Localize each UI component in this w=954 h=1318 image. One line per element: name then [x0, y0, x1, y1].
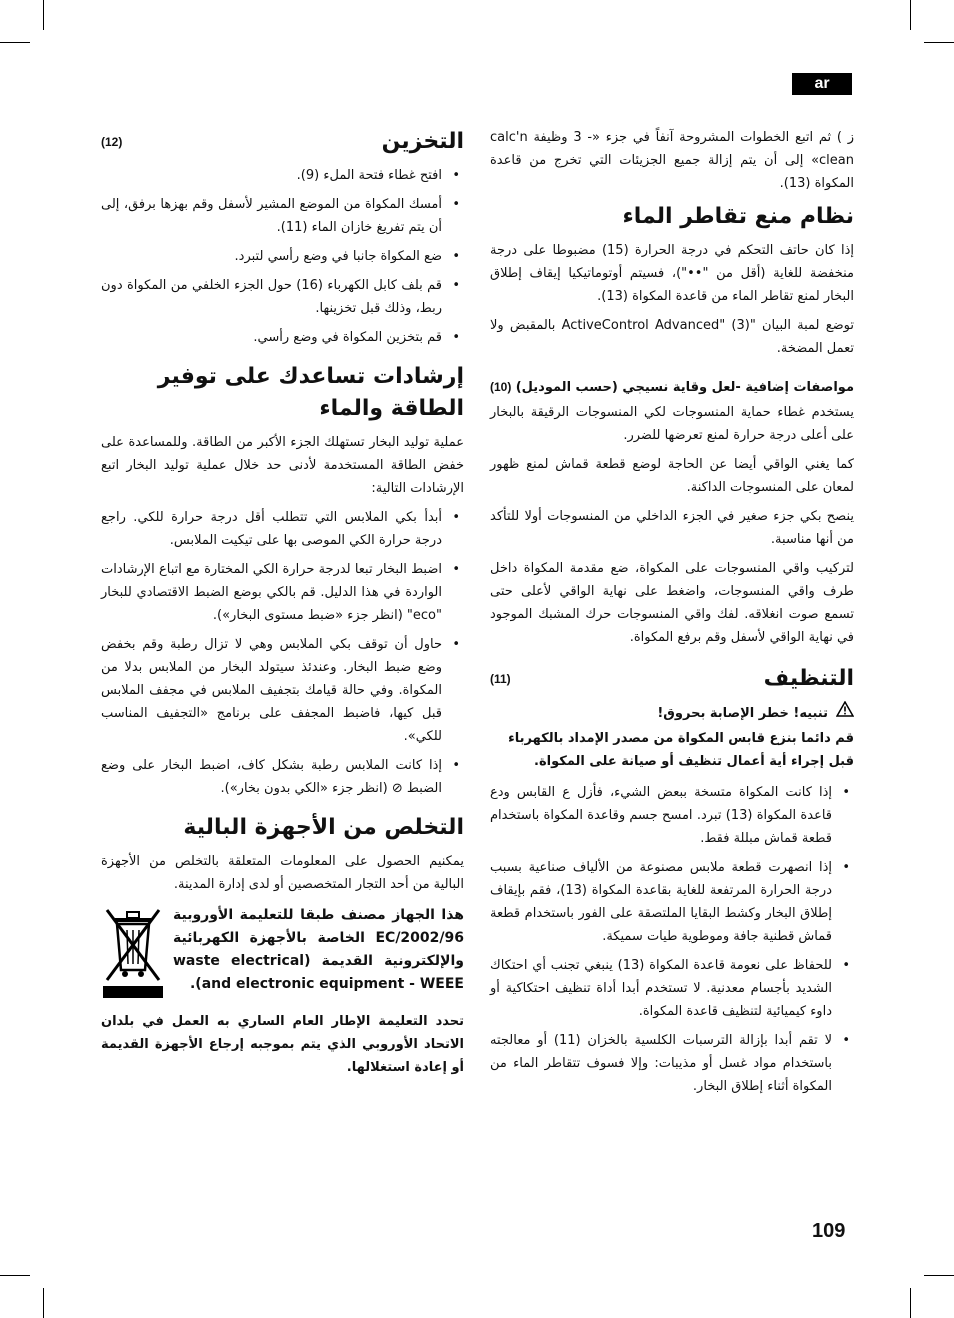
crop-mark	[910, 0, 911, 30]
accessories-title: مواصفات إضافية -لعل وقاية نسيجي (حسب الموديل)	[515, 380, 854, 395]
water-system-p1: إذا كان حاتف التحكم في درجة الحرارة (15) مضبوطا على درجة منخفضة للغاية (أقل من "••")، فسيتم أوتوماتيكيا إيقاف إطلاق البخار لمنع تقاطر الماء من قاعدة المكواة (13).	[490, 243, 854, 304]
accessories-ref: (10)	[490, 380, 512, 394]
list-item: • ضع المكواة جانبا في وضع رأسي لتبرد.	[101, 245, 464, 268]
cleaning-heading	[490, 663, 854, 695]
crop-mark	[924, 1275, 954, 1276]
energy-heading	[101, 361, 464, 425]
disposal-intro: يمكنيم الحصول على المعلومات المتعلقة بالتخلص من الأجهزة البالية من أحد التجار المتخصصين أو لدى إدارة المدينة.	[101, 854, 464, 892]
list-item: • حاول أن توقف بكي الملابس وهي لا تزال رطبة وقم بخفض وضع ضبط البخار. وعندئذ سيتولد البخار من الملابس بدلا من المكواة. وفي حالة قيامك بتجفيف الملابس في مجفف الملابس قبل كيها، فاضبط المجفف على برنامج «التجفيف المناسب للكي».	[101, 633, 464, 748]
list-item: • إذا انصهرت قطعة ملابس مصنوعة من الألياف صناعية بسبب درجة الحرارة المرتفعة للغاية بقاعدة المكواة (13)، فقم بإيقاف إطلاق البخار وكشط البقايا الملتصقة على الفور باستخدام قطعة قماش قطنية جافة وموطوية طيات سميكة.	[490, 856, 854, 948]
language-tab: ar	[792, 73, 852, 95]
cleaning-note: قم دائما بنزع قابس المكواة من مصدر الإمداد بالكهرباء قبل إجراء أية أعمال تنظيف أو صيانة على المكواة.	[508, 731, 854, 769]
crop-mark	[910, 1288, 911, 1318]
list-item: • للحفاظ على نعومة قاعدة المكواة (13) ينبغي تجنب أي احتكاك الشديد بأجسام معدنية. لا تستخدم أبدا أداة تنظيف احتكاكية أو داوء كيميائية لتنظيف قاعدة المكواة.	[490, 954, 854, 1023]
warning-text: تنبيه! خطر الإصابة بحروق!	[657, 705, 828, 721]
energy-title: إرشادات تساعدك على توفير الطاقة والماء	[157, 364, 464, 421]
cleaning-title: التنظيف	[763, 666, 854, 691]
storage-list	[101, 164, 464, 349]
intro-item: ز ) ثم اتبع الخطوات المشروحة آنفاً في جزء «- 3 وظيفة calc'n clean» إلى أن يتم إزالة جميع الجزيئات التي تخرج من قاعدة المكواة (13).	[490, 130, 855, 191]
crop-mark	[43, 1288, 44, 1318]
list-item: • قم بتخزين المكواة في وضع رأسي.	[101, 326, 464, 349]
crossed-bin-icon	[101, 904, 165, 1008]
disposal-title: التخلص من الأجهزة البالية	[183, 815, 464, 840]
cleaning-ref: (11)	[490, 672, 511, 686]
left-column	[101, 126, 464, 1079]
list-item: • قم بلف كابل الكهرباء (16) حول الجزء الخلفي من المكواة دون ربط، وذلك قبل تخزينها.	[101, 274, 464, 320]
list-item: • أبدأ بكي الملابس التي تتطلب أقل درجة حرارة للكي. راجع درجة حرارة الكي الموصى بها على تيكيت الملابس.	[101, 506, 464, 552]
accessories-p2: كما يغني الواقي أيضا عن الحاجة لوضع قطعة قماش لمنع ظهور لمعان على المنسوجات الداكنة.	[490, 457, 854, 495]
crop-mark	[924, 42, 954, 43]
crop-mark	[0, 1275, 30, 1276]
page-number: 109	[812, 1220, 846, 1242]
list-item: • إذا كانت المكواة متسخة ببعض الشيء، فأزل ع القابس ودع قاعدة المكواة (13) تبرد. امسح جسم وقاعدة المكواة باستخدام قطعة قماش مبللة فقط.	[490, 781, 854, 850]
accessories-heading	[490, 376, 854, 399]
right-column	[490, 126, 854, 1104]
weee-directive-note: تحدد التعليمة الإطار العام الساري به العمل في بلدان الاتحاد الأوروبي الذي يتم بموجبه إرجاع الأجهزة القديمة أو إعادة استغلالها.	[101, 1014, 464, 1075]
energy-list	[101, 506, 464, 800]
weee-block	[101, 904, 464, 1008]
list-item: • افتح غطاء فتحة الملء (9).	[101, 164, 464, 187]
water-system-title: نظام منع تقاطر الماء	[622, 204, 854, 229]
accessories-p4: لتركيب واقي المنسوجات على المكواة، ضع مقدمة المكواة داخل طرف واقي المنسوجات، واضغط على نهاية الواقي لأعلى حتى تسمع صوت انغلاقه. لفك واقي المنسوجات حرك المشبك الموجود في نهاية الواقي لأسفل وقم برفع المكواة.	[490, 561, 854, 645]
list-item: • لا تقم أبدا بإزالة الترسبات الكلسية بالخزان (11) أو معالجته باستخدام مواد غسل أو مذيبات: وإلا فسوف تتقاطر الماء من المكواة أثناء إطلاق البخار.	[490, 1029, 854, 1098]
water-system-heading	[490, 201, 854, 233]
weee-text: هذا الجهاز مصنف طبقا للتعليمة الأوروبية EC/2002/96 الخاصة بالأجهزة الكهربائية والإلكترونية القديمة (waste electrical and electronic equipment - WEEE).	[173, 907, 464, 992]
accessories-p3: ينصح بكي جزء صغير في الجزء الداخلي من المنسوجات أولا للتأكد من أنها مناسبة.	[490, 509, 854, 547]
crop-mark	[0, 42, 30, 43]
accessories-p1: يستخدم غطاء حماية المنسوجات لكي المنسوجات الرقيقة بالبخار على أعلى درجة حرارة لمنع تعرضها للضرر.	[490, 405, 854, 443]
water-system-p2: توضع لمبة البيان "ActiveControl Advanced" (3) بالمقبض ولا تعمل المضخة.	[490, 318, 855, 356]
cleaning-list	[490, 781, 854, 1098]
storage-title: التخزين	[381, 129, 464, 154]
warning-triangle-icon	[836, 701, 854, 725]
storage-ref: (12)	[101, 135, 123, 149]
list-item: • اضبط البخار تبعا لدرجة حرارة الكي المختارة مع اتباع الإرشادات الواردة في هذا الدليل. قم بالكي بوضع الضبط الاقتصادي للبخار "eco" (انظر جزء «ضبط مستوى البخار»).	[101, 558, 464, 627]
list-item: • أمسك المكواة من الموضع المشير لأسفل وقم بهزها برفق، إلى أن يتم تفريغ خازان الماء (11).	[101, 193, 464, 239]
list-item: • إذا كانت الملابس رطبة بشكل كاف، اضبط البخار على وضع الضبط ⊘ (انظر جزء «الكي بدون بخار»).	[101, 754, 464, 800]
storage-heading	[101, 126, 464, 158]
crop-mark	[43, 0, 44, 30]
disposal-heading	[101, 812, 464, 844]
warning-line	[490, 701, 854, 725]
energy-intro: عملية توليد البخار تستهلك الجزء الأكبر من الطاقة. وللمساعدة على خفض الطاقة المستخدمة لأدنى حد خلال عملية توليد البخار اتبع الإرشادات التالية:	[101, 435, 464, 496]
